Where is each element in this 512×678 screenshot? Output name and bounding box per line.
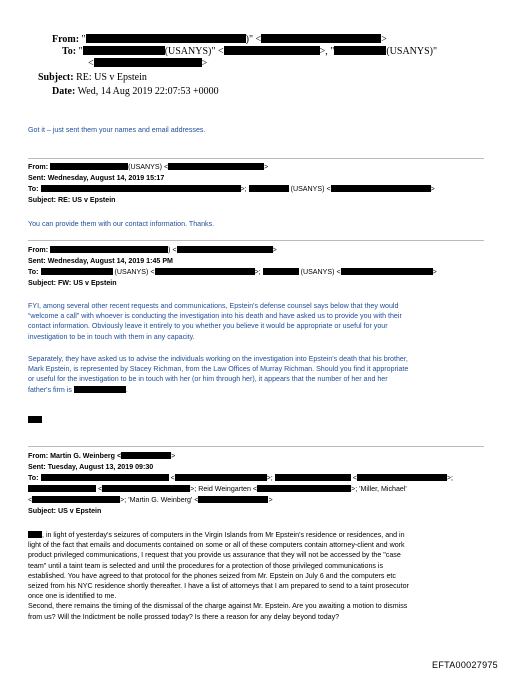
- redaction: [86, 34, 246, 43]
- redaction: [175, 474, 267, 481]
- redaction: [121, 452, 171, 459]
- redaction: [83, 46, 165, 55]
- header-subject-label: Subject:: [38, 72, 74, 83]
- redaction: [94, 58, 202, 67]
- msg3-to-row: To: (USANYS) < >; (USANYS) < >: [28, 268, 437, 276]
- redaction: [74, 386, 126, 393]
- header-to-row: To: " (USANYS)" < >, " (USANYS)": [62, 46, 438, 57]
- header-subject-row: [38, 72, 147, 83]
- redaction: [341, 268, 433, 275]
- redaction: [224, 46, 320, 55]
- header-to-cont-row: < >: [88, 58, 208, 69]
- reply-body: Got it – just sent them your names and email addresses.: [28, 126, 206, 134]
- redaction: [177, 246, 273, 253]
- msg3-sent-row: Sent: Wednesday, August 14, 2019 1:45 PM: [28, 257, 173, 265]
- msg4-to-row-2: < >; Reid Weingarten < >; 'Miller, Michael': [28, 484, 407, 494]
- redaction: [41, 185, 241, 192]
- redaction: [50, 163, 128, 170]
- redaction: [334, 46, 386, 55]
- msg4-to-row-3: < >; 'Martin G. Weinberg' < >: [28, 496, 273, 504]
- header-subject-value: RE: US v Epstein: [76, 72, 147, 83]
- redaction: [357, 474, 447, 481]
- redaction: [261, 34, 381, 43]
- redaction-signature: [28, 416, 42, 423]
- msg3-paragraph-2: Separately, they have asked us to advise the individuals working on the investigation into Epstein's death that his brother, Mark Epstein, is represented by Stacey Richman, from the Law Offices of Murray Richman. Should you find it appropriate or useful for the investigation to be in touch with her (or him through her), it appears that the number of her and her father's firm is .: [28, 355, 409, 394]
- msg3-paragraph-1: FYI, among several other recent requests and communications, Epstein's defense counsel says below that they would “welcome a call” with whoever is conducting the investigation into his death and have asked us to provide you with their contact information. Obviously leave it entirely to you whether you believe it would be appropriate or useful for your investigation to be in touch with them in any capacity.: [28, 302, 402, 341]
- redaction: [50, 246, 168, 253]
- msg2-to-row: To: >; (USANYS) < >: [28, 185, 435, 193]
- redaction: [28, 531, 42, 538]
- header-from-label: From:: [52, 34, 80, 45]
- redaction: [41, 268, 113, 275]
- divider: [28, 158, 484, 159]
- redaction: [41, 474, 169, 481]
- redaction: [249, 185, 289, 192]
- msg4-from-row: From: Martin G. Weinberg < >: [28, 452, 176, 460]
- msg4-to-row-1: To: < >; < >;: [28, 474, 454, 482]
- redaction: [28, 485, 96, 492]
- msg2-sent-row: Sent: Wednesday, August 14, 2019 15:17: [28, 174, 165, 182]
- msg4-subject-row: Subject: US v Epstein: [28, 507, 102, 515]
- msg2-from-row: From: (USANYS) < >: [28, 163, 269, 171]
- msg4-sent-row: Sent: Tuesday, August 13, 2019 09:30: [28, 463, 154, 471]
- redaction: [198, 496, 268, 503]
- redaction: [257, 485, 351, 492]
- msg3-subject-row: Subject: FW: US v Epstein: [28, 279, 117, 287]
- redaction: [155, 268, 255, 275]
- document-id: EFTA00027975: [432, 660, 498, 670]
- divider: [28, 446, 484, 447]
- redaction: [102, 485, 190, 492]
- redaction: [168, 163, 264, 170]
- msg2-subject-row: Subject: RE: US v Epstein: [28, 196, 116, 204]
- header-date-row: [52, 86, 219, 97]
- msg2-body: You can provide them with our contact information. Thanks.: [28, 220, 215, 228]
- redaction: [263, 268, 299, 275]
- msg4-body: , in light of yesterday's seizures of computers in the Virgin Islands from Mr Epstein's residence or residences, and in light of the fact that emails and documents contained on some or all of these computers contain attorney-client and work product privileged communications, I request that you provide us assurance that they will not be accessed by the "case team" until a taint team is selected and until the procedures for a protection of those privileged communications is established. You have agreed to that protocol for the phones seized from Mr. Epstein on July 6 and the computers etc seized from his NYC residence shortly thereafter. I have a list of attorneys that I am prepared to send to a taint prosecutor once one is identified to me. Second, there remains the timing of the dismissal of the charge against Mr. Epstein. Are you awaiting a motion to dismiss from us? Will the Indictment be nolle prossed today? Is there a reason for any delay beyond today?: [28, 531, 409, 621]
- header-to-label: To:: [62, 46, 77, 57]
- header-date-label: Date:: [52, 86, 76, 97]
- header-date-value: Wed, 14 Aug 2019 22:07:53 +0000: [77, 86, 219, 97]
- header-from-row: From: " )" < >: [52, 34, 387, 45]
- redaction: [32, 496, 120, 503]
- msg3-from-row: From: ) < >: [28, 246, 277, 254]
- redaction: [275, 474, 351, 481]
- redaction: [331, 185, 431, 192]
- divider: [28, 240, 484, 241]
